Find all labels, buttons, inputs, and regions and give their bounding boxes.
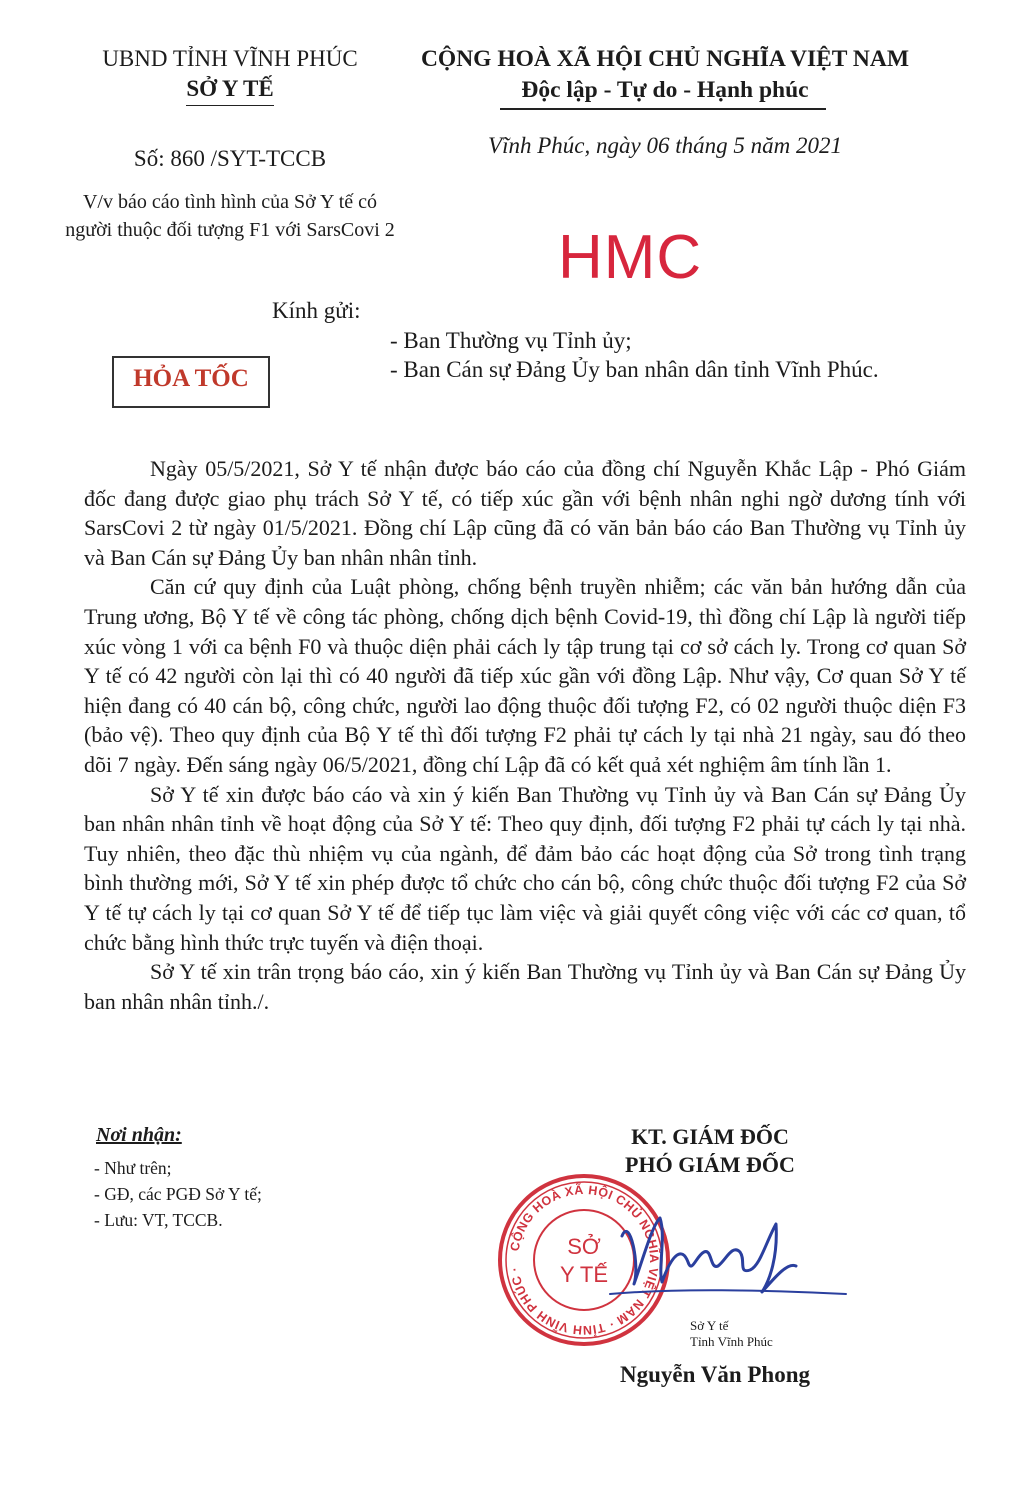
document-subject: V/v báo cáo tình hình của Sở Y tế có người thuộc đối tượng F1 với SarsCovi 2 [65,191,395,241]
recipient-item: - Ban Cán sự Đảng Ủy ban nhân dân tỉnh Vĩnh Phúc. [390,357,879,382]
body-paragraph: Căn cứ quy định của Luật phòng, chống bệnh truyền nhiễm; các văn bản hướng dẫn của Trung ương, Bộ Y tế về công tác phòng, chống dịch bệnh Covid-19, thì đồng chí Lập là người tiếp xúc vòng 1 với ca bệnh F0 và thuộc diện phải cách ly tập trung tại cơ sở cách ly. Trong cơ quan Sở Y tế có 42 người còn lại thì có 40 người đã tiếp xúc gần với đồng Lập. Như vậy, Cơ quan Sở Y tế hiện đang có 40 cán bộ, công chức, người lao động thuộc đối tượng F2, có 02 người thuộc diện F3 (bảo vệ). Theo quy định của Bộ Y tế thì đối tượng F2 phải tự cách ly tại nhà 21 ngày, sau đó theo dõi 7 ngày. Đến sáng ngày 06/5/2021, đồng chí Lập đã có kết quả xét nghiệm âm tính lần 1. [84,574,966,777]
stamp-caption-2: Tỉnh Vĩnh Phúc [690,1334,773,1349]
distribution-label: Nơi nhận: [96,1124,182,1146]
document-body [84,454,966,1016]
svg-text:SỞ: SỞ [567,1234,601,1259]
signer-title-1: KT. GIÁM ĐỐC [631,1124,789,1149]
distribution-item: - Như trên; [94,1158,172,1178]
svg-text:Y TẾ: Y TẾ [559,1262,609,1287]
distribution-item: - Lưu: VT, TCCB. [94,1210,223,1230]
urgency-label: HỎA TỐC [133,365,249,392]
distribution-item: - GĐ, các PGĐ Sở Y tế; [94,1184,262,1204]
recipients-label: Kính gửi: [272,298,361,323]
motto-underline [500,108,826,110]
issuing-agency: UBND TỈNH VĨNH PHÚC [102,46,358,71]
svg-text:CỘNG HOÀ XÃ HỘI CHỦ NGHĨA VIỆT: CỘNG HOÀ XÃ HỘI CHỦ NGHĨA VIỆT NAM · TỈNH VĨNH PHÚC · [507,1182,662,1338]
recipient-item: - Ban Thường vụ Tỉnh ủy; [390,328,632,353]
place-and-date: Vĩnh Phúc, ngày 06 tháng 5 năm 2021 [488,133,842,158]
stamp-caption-1: Sở Y tế [690,1318,729,1333]
distribution-list [94,1155,262,1233]
body-paragraph: Sở Y tế xin được báo cáo và xin ý kiến Ban Thường vụ Tỉnh ủy và Ban Cán sự Đảng Ủy ban nhân nhân tỉnh về hoạt động của Sở Y tế: Theo quy định, đối tượng F2 phải tự cách ly tại nhà. Tuy nhiên, theo đặc thù nhiệm vụ của ngành, để đảm bảo các hoạt động của Sở trong tình trạng bình thường mới, Sở Y tế xin phép được tổ chức cho cán bộ, công chức thuộc đối tượng F2 của Sở Y tế tự cách ly tại cơ quan Sở Y tế để tiếp tục làm việc và giải quyết công việc với các cơ quan, tổ chức bằng hình thức trực tuyến và điện thoại. [84,781,966,955]
body-paragraph: Ngày 05/5/2021, Sở Y tế nhận được báo cáo của đồng chí Nguyễn Khắc Lập - Phó Giám đốc đang được giao phụ trách Sở Y tế, có tiếp xúc gần với bệnh nhân nghi ngờ dương tính với SarsCovi 2 từ ngày 01/5/2021. Đồng chí Lập cũng đã có văn bản báo cáo Ban Thường vụ Tỉnh ủy và Ban Cán sự Đảng Ủy ban nhân nhân tỉnh. [84,456,966,570]
department-name: SỞ Y TẾ [186,76,274,101]
body-paragraph: Sở Y tế xin trân trọng báo cáo, xin ý kiến Ban Thường vụ Tỉnh ủy và Ban Cán sự Đảng Ủy ban nhân nhân tỉnh./. [84,959,966,1014]
document-number: Số: 860 /SYT-TCCB [133,146,327,171]
handwritten-signature-icon [600,1196,850,1306]
national-title: CỘNG HOÀ XÃ HỘI CHỦ NGHĨA VIỆT NAM [420,46,910,72]
department-underline [186,105,274,106]
recipients-list [390,326,910,384]
watermark-label: HMC [558,223,703,292]
signer-name: Nguyễn Văn Phong [619,1362,811,1387]
signer-title-2: PHÓ GIÁM ĐỐC [625,1152,795,1177]
national-motto: Độc lập - Tự do - Hạnh phúc [521,77,809,103]
